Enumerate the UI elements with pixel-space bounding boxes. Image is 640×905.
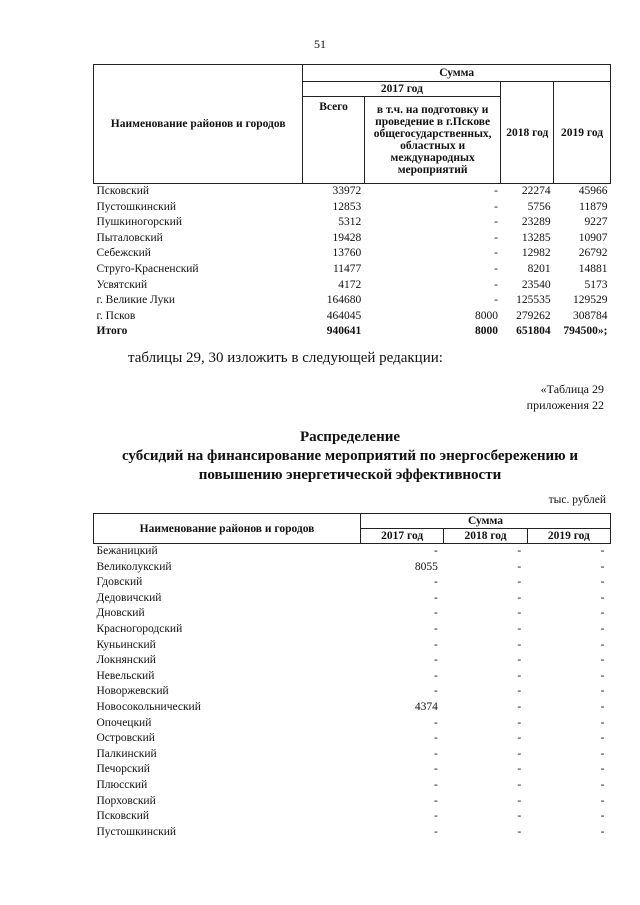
year-2017-header: 2017 год [303, 82, 501, 97]
value-2017: - [434, 794, 438, 807]
value-2017: - [434, 825, 438, 838]
value-2018: - [517, 545, 522, 557]
value-2018: 8201 [527, 262, 551, 275]
total-label: Итого [96, 325, 128, 338]
table-row [94, 278, 611, 294]
table-row [94, 825, 611, 841]
events-2017-value: 8000 [474, 309, 498, 322]
table-row [94, 606, 611, 622]
district-name: Плюсский [96, 778, 148, 791]
district-name: Великолукский [96, 560, 172, 573]
events-2017-value: - [494, 262, 498, 275]
value-2018: - [517, 732, 522, 745]
total-2017-value: 5312 [338, 216, 362, 229]
events-2017-value: - [494, 185, 498, 197]
value-2018: - [517, 591, 522, 604]
value-2019: 308784 [573, 309, 608, 322]
table-row [94, 215, 611, 231]
value-2019: - [600, 778, 605, 791]
value-2019: - [600, 669, 605, 682]
total-2017-header: Всего [303, 97, 364, 184]
district-name: Пустошкинский [96, 200, 177, 213]
value-2017: 4374 [414, 700, 438, 713]
district-name: г. Псков [96, 309, 136, 322]
value-2019: 11879 [579, 200, 608, 213]
district-name: Бежаницкий [96, 545, 158, 557]
table-row [94, 700, 611, 716]
value-2018: - [517, 607, 522, 620]
district-name: Дновский [96, 607, 145, 620]
events-2017-value: 8000 [474, 325, 498, 338]
value-2017: - [434, 747, 438, 760]
total-2017-value: 464045 [326, 309, 362, 322]
value-2017: - [434, 685, 438, 698]
value-2019: - [600, 763, 605, 776]
table-row [94, 794, 611, 810]
value-2019: - [600, 685, 605, 698]
value-2017: - [434, 669, 438, 682]
value-2017: - [434, 763, 438, 776]
value-2017: - [434, 716, 438, 729]
value-2019: - [600, 576, 605, 589]
district-name: Псковский [96, 810, 150, 823]
title-line-3: повышению энергетической эффективности [198, 467, 502, 483]
value-2019: - [600, 638, 605, 651]
district-name: Куньинский [96, 638, 156, 651]
events-2017-value: - [494, 278, 498, 291]
value-2018: - [517, 669, 522, 682]
value-2018: - [517, 747, 522, 760]
total-2017-value: 164680 [326, 294, 362, 307]
district-name: Струго-Красненский [96, 262, 199, 275]
events-2017-value: - [494, 200, 498, 213]
table-ref-line-1: «Таблица 29 [540, 382, 604, 396]
value-2018: 13285 [521, 231, 551, 244]
value-2018: 279262 [516, 309, 551, 322]
value-2019: 14881 [578, 262, 608, 275]
value-2019: - [600, 825, 605, 838]
year-2018-header-2: 2018 год [444, 529, 527, 544]
unit-label: тыс. рублей [548, 494, 606, 506]
sum-header: Сумма [303, 65, 611, 82]
year-2017-header-2: 2017 год [361, 529, 444, 544]
district-column-header: Наименование районов и городов [94, 65, 303, 184]
value-2018: - [517, 763, 522, 776]
value-2017: - [434, 778, 438, 791]
table-row [94, 231, 611, 247]
value-2019: 129529 [573, 294, 608, 307]
value-2018: - [517, 700, 522, 713]
value-2018: 125535 [516, 294, 551, 307]
table-reference [527, 381, 604, 413]
district-name: Новоржевский [96, 685, 169, 698]
value-2019: - [600, 545, 605, 557]
district-name: Пустошкинский [96, 825, 177, 838]
value-2018: - [517, 685, 522, 698]
events-2017-value: - [494, 216, 498, 229]
value-2019: - [600, 622, 605, 635]
total-row [94, 324, 611, 340]
district-column-header-2: Наименование районов и городов [94, 514, 361, 544]
value-2018: - [517, 825, 522, 838]
district-name: Порховский [96, 794, 156, 807]
amendment-paragraph: таблицы 29, 30 изложить в следующей редакции: [128, 350, 443, 366]
table-row [94, 653, 611, 669]
table-row [94, 809, 611, 825]
page-number: 51 [314, 37, 326, 51]
table-row [94, 309, 611, 325]
district-name: Усвятский [96, 278, 148, 291]
value-2019: - [600, 794, 605, 807]
value-2017: - [434, 732, 438, 745]
value-2019: - [600, 591, 605, 604]
district-name: Палкинский [96, 747, 157, 760]
value-2018: - [517, 716, 522, 729]
total-2017-value: 19428 [332, 231, 362, 244]
total-2017-value: 33972 [332, 185, 362, 197]
district-name: Псковский [96, 185, 150, 197]
table-row [94, 560, 611, 576]
table-row [94, 638, 611, 654]
value-2018: 23289 [521, 216, 551, 229]
total-2017-value: 13760 [332, 247, 362, 260]
district-name: Локнянский [96, 654, 156, 667]
table-row [94, 762, 611, 778]
value-2019: 794500»; [563, 325, 608, 338]
value-2018: - [517, 576, 522, 589]
value-2018: - [517, 560, 522, 573]
table-row [94, 575, 611, 591]
value-2018: - [517, 654, 522, 667]
table-title [60, 428, 640, 485]
total-2017-value: 12853 [332, 200, 362, 213]
table-row [94, 246, 611, 262]
district-name: Дедовичский [96, 591, 162, 604]
table-row [94, 747, 611, 763]
district-name: Невельский [96, 669, 155, 682]
value-2017: - [434, 654, 438, 667]
value-2019: - [600, 607, 605, 620]
value-2017: - [434, 545, 438, 557]
table-ref-line-2: приложения 22 [526, 398, 604, 412]
value-2017: - [434, 638, 438, 651]
value-2018: 5756 [527, 200, 551, 213]
district-name: Красногородский [96, 622, 183, 635]
year-2019-header-2: 2019 год [527, 529, 610, 544]
table-row [94, 184, 611, 200]
district-name: Островский [96, 732, 155, 745]
district-name: Пушкиногорский [96, 216, 182, 229]
value-2018: 22274 [521, 185, 551, 197]
table-row [94, 200, 611, 216]
value-2018: - [517, 778, 522, 791]
subsidy-table-continued [93, 64, 611, 340]
value-2019: 9227 [584, 216, 608, 229]
value-2019: - [600, 700, 605, 713]
value-2019: 26792 [578, 247, 608, 260]
table-row [94, 262, 611, 278]
district-name: Новосокольнический [96, 700, 201, 713]
district-name: г. Великие Луки [96, 294, 176, 307]
table-row [94, 591, 611, 607]
district-name: Гдовский [96, 576, 143, 589]
events-2017-value: - [494, 231, 498, 244]
events-2017-value: - [494, 247, 498, 260]
value-2017: - [434, 591, 438, 604]
title-line-2: субсидий на финансирование мероприятий по энергосбережению и [121, 448, 579, 464]
value-2017: - [434, 576, 438, 589]
value-2018: - [517, 810, 522, 823]
total-2017-value: 11477 [332, 262, 362, 275]
year-2018-header: 2018 год [501, 82, 554, 184]
total-2017-value: 940641 [326, 325, 362, 338]
value-2019: 10907 [578, 231, 608, 244]
value-2017: 8055 [414, 560, 438, 573]
table-row [94, 544, 611, 560]
events-2017-value: - [494, 294, 498, 307]
value-2019: - [600, 747, 605, 760]
value-2018: - [517, 794, 522, 807]
district-name: Пыталовский [96, 231, 163, 244]
value-2019: - [600, 716, 605, 729]
sum-header-2: Сумма [361, 514, 611, 529]
title-line-1: Распределение [299, 429, 401, 445]
value-2019: 5173 [584, 278, 608, 291]
value-2019: - [600, 654, 605, 667]
table-row [94, 731, 611, 747]
value-2019: 45966 [578, 185, 608, 197]
value-2018: 23540 [521, 278, 551, 291]
value-2018: 651804 [516, 325, 551, 338]
value-2019: - [600, 732, 605, 745]
value-2017: - [434, 622, 438, 635]
district-name: Себежский [96, 247, 151, 260]
energy-subsidy-table [93, 513, 611, 840]
value-2018: - [517, 638, 522, 651]
value-2019: - [600, 810, 605, 823]
value-2017: - [434, 607, 438, 620]
table-row [94, 293, 611, 309]
district-name: Печорский [96, 763, 150, 776]
table-row [94, 622, 611, 638]
table-row [94, 778, 611, 794]
total-2017-value: 4172 [338, 278, 362, 291]
district-name: Опочецкий [96, 716, 152, 729]
table-row [94, 684, 611, 700]
table-row [94, 716, 611, 732]
events-2017-header: в т.ч. на подготовку и проведение в г.Пскове общегосударственных, областных и международных мероприятий [364, 97, 501, 184]
value-2017: - [434, 810, 438, 823]
value-2019: - [600, 560, 605, 573]
value-2018: - [517, 622, 522, 635]
value-2018: 12982 [521, 247, 551, 260]
year-2019-header: 2019 год [554, 82, 611, 184]
table-row [94, 669, 611, 685]
